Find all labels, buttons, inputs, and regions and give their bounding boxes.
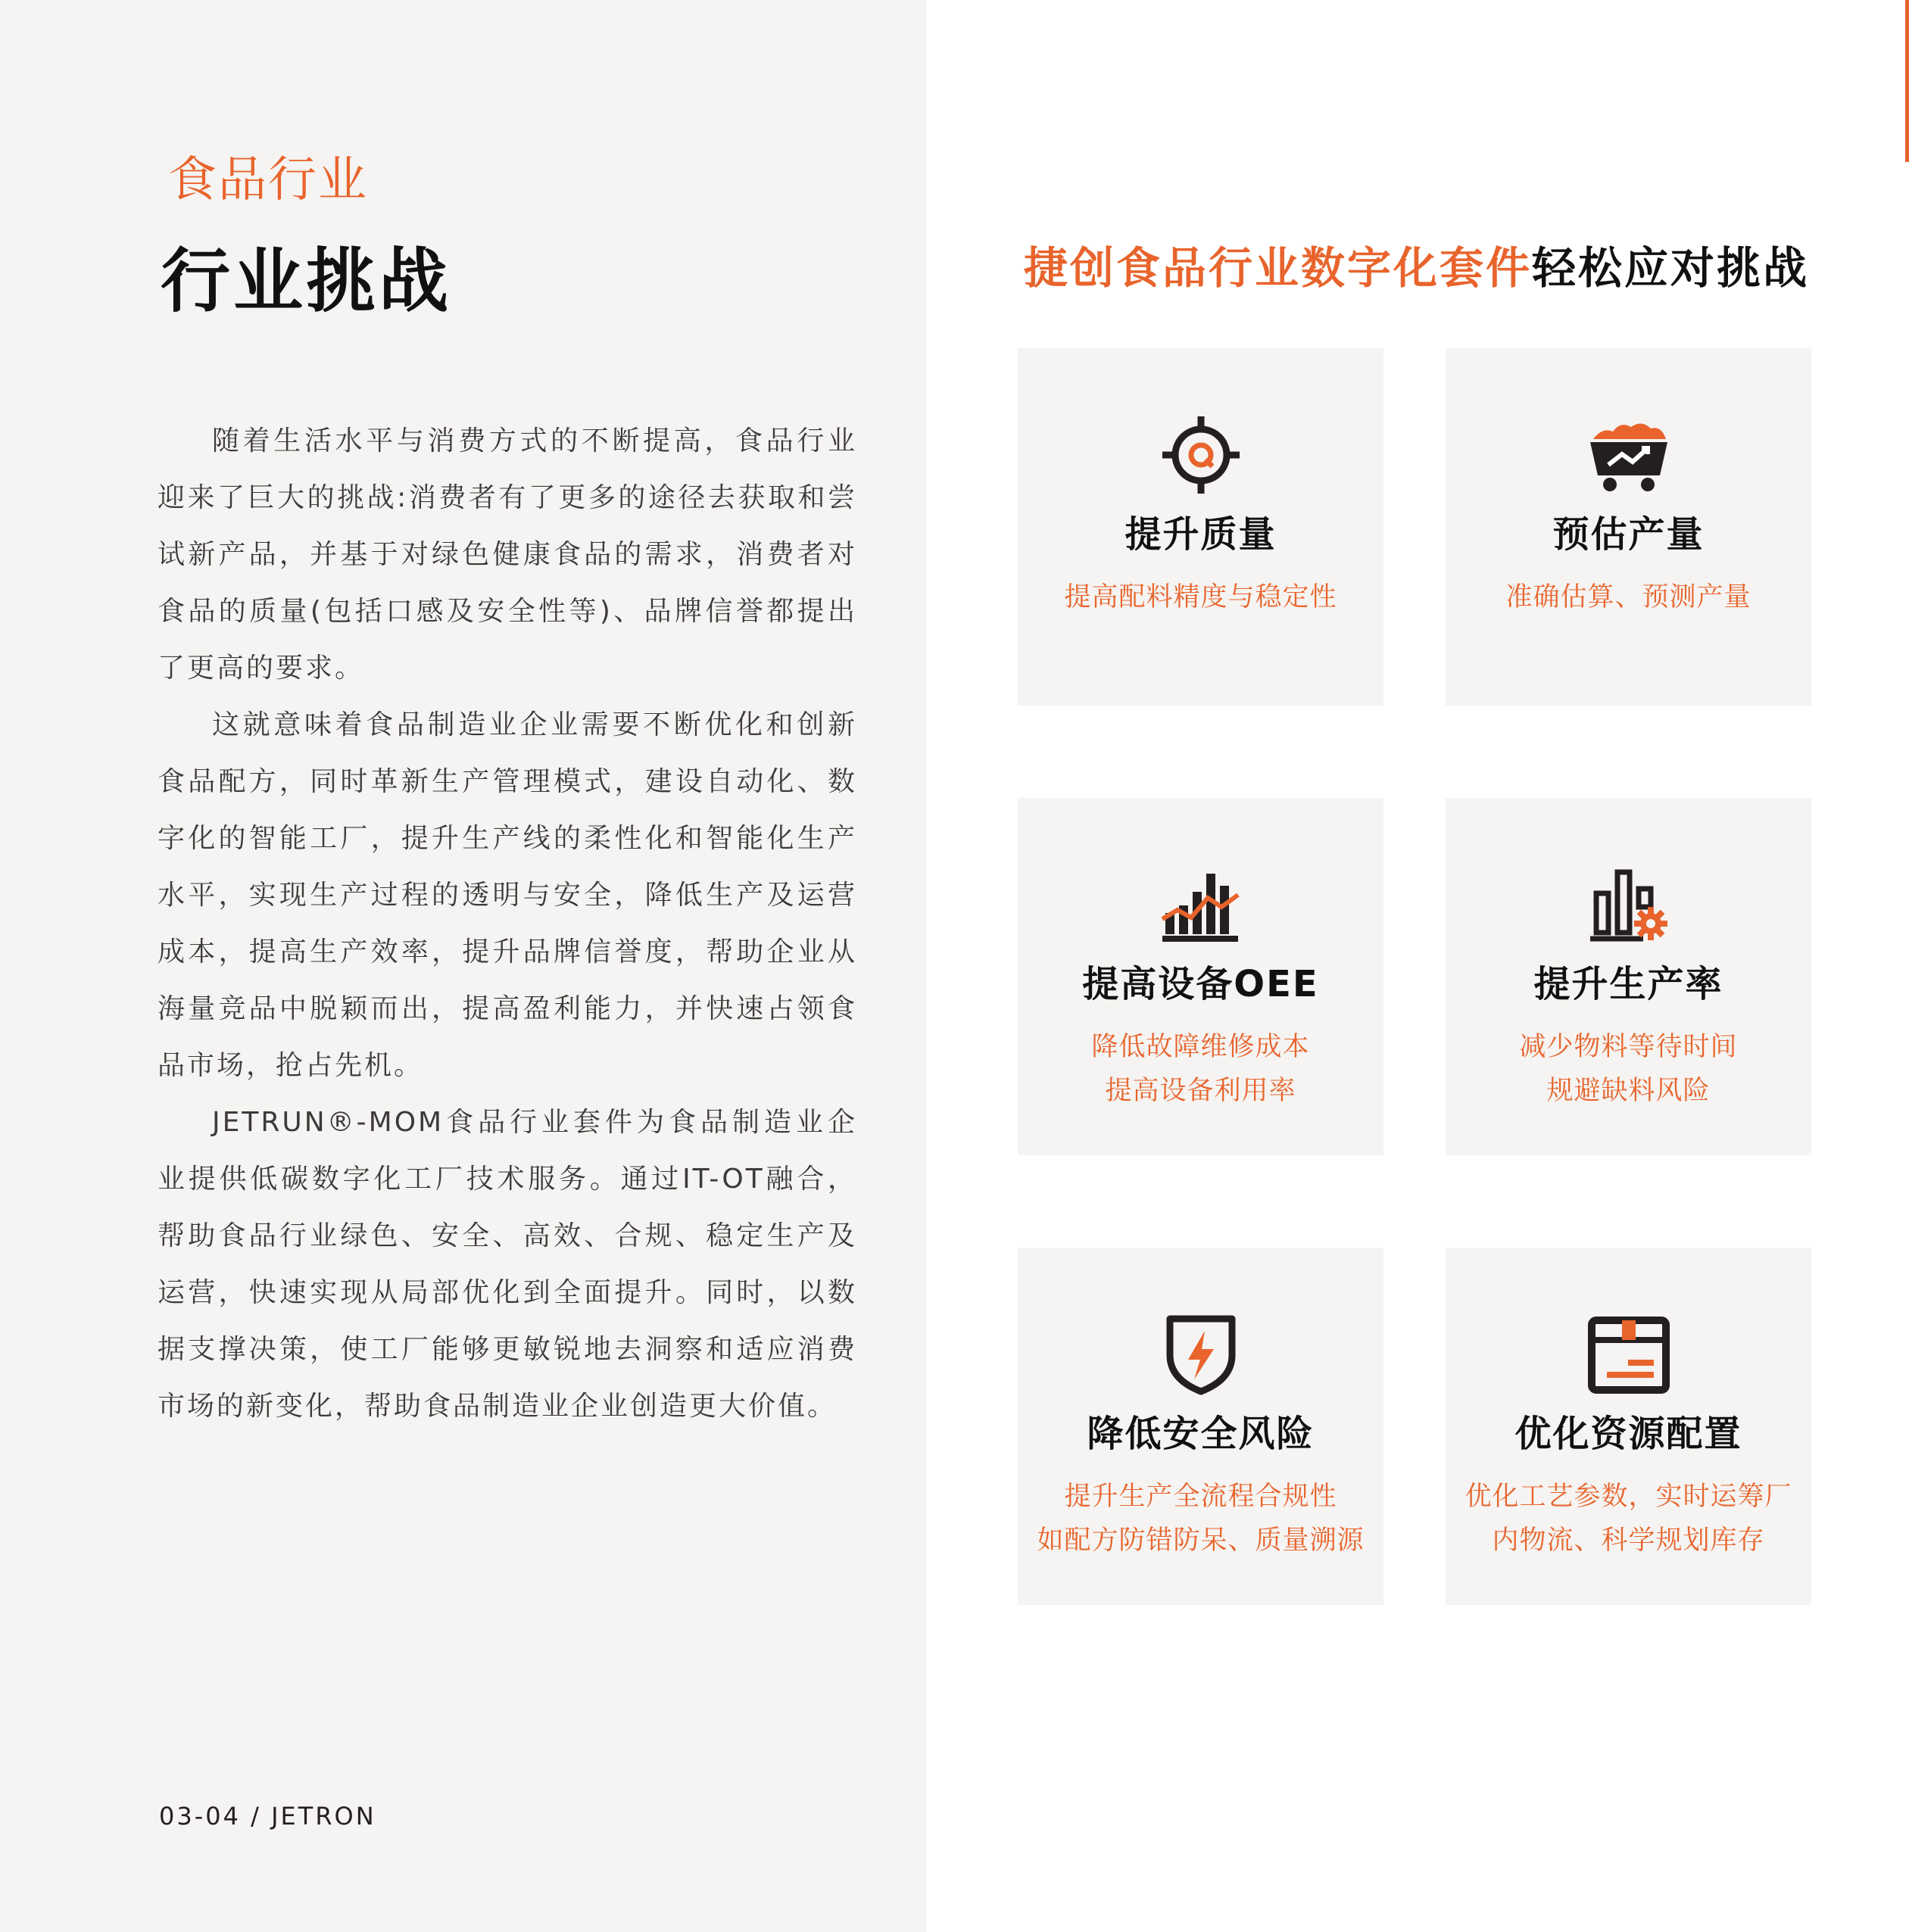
right-heading: [1024, 242, 1810, 294]
card-title: 预估产量: [1552, 513, 1705, 556]
card-line: 降低故障维修成本: [1091, 1032, 1310, 1062]
bar-chart-trend-icon: [1159, 863, 1243, 946]
card-line: 提高设备利用率: [1105, 1076, 1296, 1106]
mine-cart-icon: [1587, 413, 1670, 497]
card-line: 规避缺料风险: [1546, 1076, 1711, 1106]
card-safety: [1018, 1248, 1383, 1605]
page-footer: 03-04 / JETRON: [159, 1802, 376, 1831]
card-subtitle: [1446, 575, 1811, 619]
card-subtitle: [1446, 1025, 1811, 1113]
paragraph-3: JETRUN®-MOM食品行业套件为食品制造业企业提供低碳数字化工厂技术服务。通过IT-OT融合，帮助食品行业绿色、安全、高效、合规、稳定生产及运营，快速实现从局部优化到全面提升。同时，以数据支撑决策，使工厂能够更敏锐地去洞察和适应消费市场的新变化，帮助食品制造业企业创造更大价值。: [158, 1107, 857, 1422]
chart-gear-icon: [1587, 863, 1670, 946]
paragraph-2: 这就意味着食品制造业企业需要不断优化和创新食品配方，同时革新生产管理模式，建设自动化、数字化的智能工厂，提升生产线的柔性化和智能化生产水平，实现生产过程的透明与安全，降低生产及运营成本，提高生产效率，提升品牌信誉度，帮助企业从海量竞品中脱颖而出，提高盈利能力，并快速占领食品市场，抢占先机。: [158, 709, 857, 1081]
card-subtitle: [1018, 1025, 1383, 1113]
heading-highlight: 捷创食品行业数字化套件: [1024, 242, 1533, 294]
card-title: 提高设备OEE: [1082, 963, 1319, 1005]
card-subtitle: [1018, 575, 1383, 619]
card-title: 优化资源配置: [1514, 1413, 1742, 1455]
card-line: 优化工艺参数，实时运筹厂: [1465, 1482, 1792, 1512]
card-output: [1446, 348, 1811, 706]
card-oee: [1018, 798, 1383, 1155]
section-kicker: 食品行业: [168, 152, 368, 208]
card-line: 如配方防错防呆、质量溯源: [1037, 1525, 1365, 1556]
card-line: 内物流、科学规划库存: [1492, 1525, 1765, 1556]
card-title: 降低安全风险: [1087, 1413, 1315, 1455]
page-title: 行业挑战: [161, 241, 452, 322]
card-line: 准确估算、预测产量: [1505, 582, 1751, 612]
heading-rest: 轻松应对挑战: [1532, 242, 1810, 294]
body-text: [158, 413, 857, 1435]
card-line: 减少物料等待时间: [1519, 1032, 1738, 1062]
card-title: 提升生产率: [1533, 963, 1723, 1005]
accent-bar: [1905, 0, 1909, 162]
card-subtitle: [1446, 1475, 1811, 1563]
card-line: 提高配料精度与稳定性: [1064, 582, 1337, 612]
card-productivity: [1446, 798, 1811, 1155]
card-resources: [1446, 1248, 1811, 1605]
paragraph-1: 随着生活水平与消费方式的不断提高，食品行业迎来了巨大的挑战:消费者有了更多的途径去获取和尝试新产品，并基于对绿色健康食品的需求，消费者对食品的质量(包括口感及安全性等)、品牌信誉都提出了更高的要求。: [158, 425, 857, 684]
card-title: 提升质量: [1125, 513, 1277, 556]
package-box-icon: [1587, 1313, 1670, 1396]
card-subtitle: [1018, 1475, 1383, 1563]
target-quality-icon: [1159, 413, 1243, 497]
left-panel: [0, 0, 927, 1932]
card-line: 提升生产全流程合规性: [1064, 1482, 1337, 1512]
shield-lightning-icon: [1159, 1313, 1243, 1396]
card-quality: [1018, 348, 1383, 706]
